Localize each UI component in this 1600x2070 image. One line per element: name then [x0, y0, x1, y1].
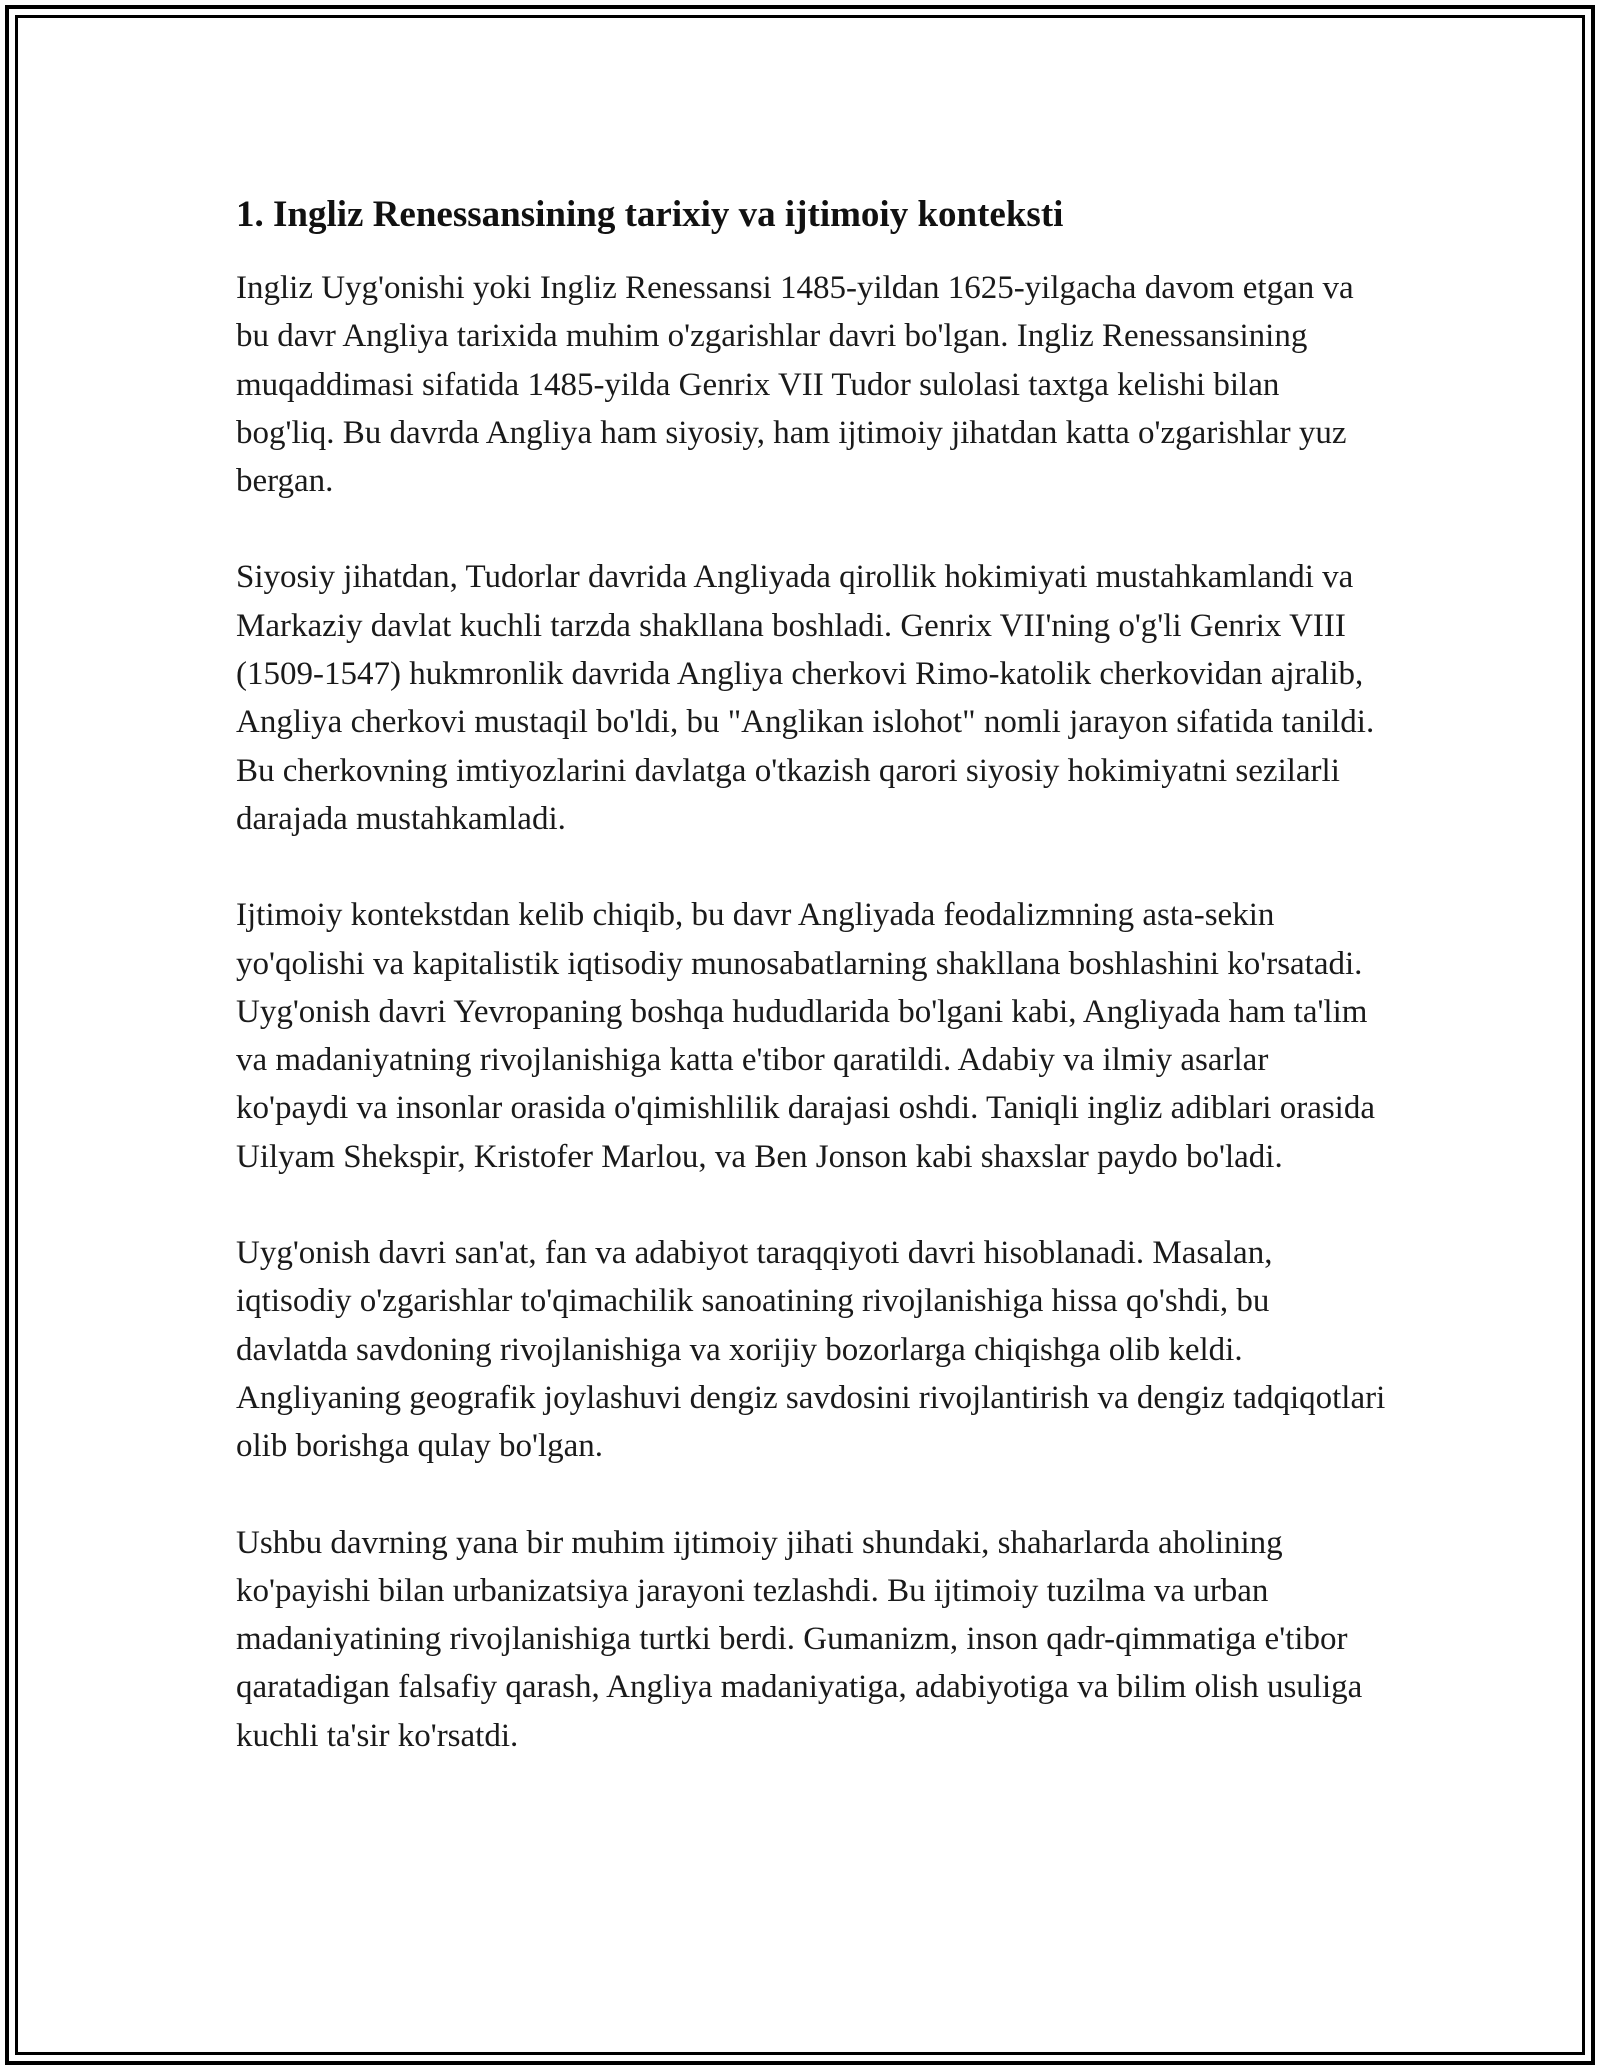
paragraph-social: Ijtimoiy kontekstdan kelib chiqib, bu davr Angliyada feodalizmning asta-sekin yo'qolishi va kapitalistik iqtisodiy munosabatlarning shakllana boshlashini ko'rsatadi. Uyg'onish davri Yevropaning boshqa hududlarida bo'lgani kabi, Angliyada ham ta'lim va madaniyatning rivojlanishiga katta e'tibor qaratildi. Adabiy va ilmiy asarlar ko'paydi va insonlar orasida o'qimishlilik darajasi oshdi. Taniqli ingliz adiblari orasida Uilyam Shekspir, Kristofer Marlou, va Ben Jonson kabi shaxslar paydo bo'ladi. — [236, 897, 1375, 1175]
document-content — [236, 186, 1386, 1760]
paragraph-economic: Uyg'onish davri san'at, fan va adabiyot taraqqiyoti davri hisoblanadi. Masalan, iqtisodiy o'zgarishlar to'qimachilik sanoatining rivojlanishiga hissa qo'shdi, bu davlatda savdoning rivojlanishiga va xorijiy bozorlarga chiqishga olib keldi. Angliyaning geografik joylashuvi dengiz savdosini rivojlantirish va dengiz tadqiqotlari olib borishga qulay bo'lgan. — [236, 1235, 1386, 1465]
paragraph-intro: Ingliz Uyg'onishi yoki Ingliz Renessansi 1485-yildan 1625-yilgacha davom etgan va bu davr Angliya tarixida muhim o'zgarishlar davri bo'lgan. Ingliz Renessansining muqaddimasi sifatida 1485-yilda Genrix VII Tudor sulolasi taxtga kelishi bilan bog'liq. Bu davrda Angliya ham siyosiy, ham ijtimoiy jihatdan katta o'zgarishlar yuz bergan. — [236, 270, 1354, 500]
paragraph-urbanization: Ushbu davrning yana bir muhim ijtimoiy jihati shundaki, shaharlarda aholining ko'payishi bilan urbanizatsiya jarayoni tezlashdi. Bu ijtimoiy tuzilma va urban madaniyatining rivojlanishiga turtki berdi. Gumanizm, inson qadr-qimmatiga e'tibor qaratadigan falsafiy qarash, Angliya madaniyatiga, adabiyotiga va bilim olish usuliga kuchli ta'sir ko'rsatdi. — [236, 1524, 1363, 1754]
paragraph-political: Siyosiy jihatdan, Tudorlar davrida Angliyada qirollik hokimiyati mustahkamlandi va Markaziy davlat kuchli tarzda shakllana boshladi. Genrix VII'ning o'g'li Genrix VIII (1509-1547) hukmronlik davrida Angliya cherkovi Rimo-katolik cherkovidan ajralib, Angliya cherkovi mustaqil bo'ldi, bu "Anglikan islohot" nomli jarayon sifatida tanildi. Bu cherkovning imtiyozlarini davlatga o'tkazish qarori siyosiy hokimiyatni sezilarli darajada mustahkamladi. — [236, 559, 1375, 837]
section-heading: 1. Ingliz Renessansining tarixiy va ijtimoiy konteksti — [236, 194, 1064, 235]
